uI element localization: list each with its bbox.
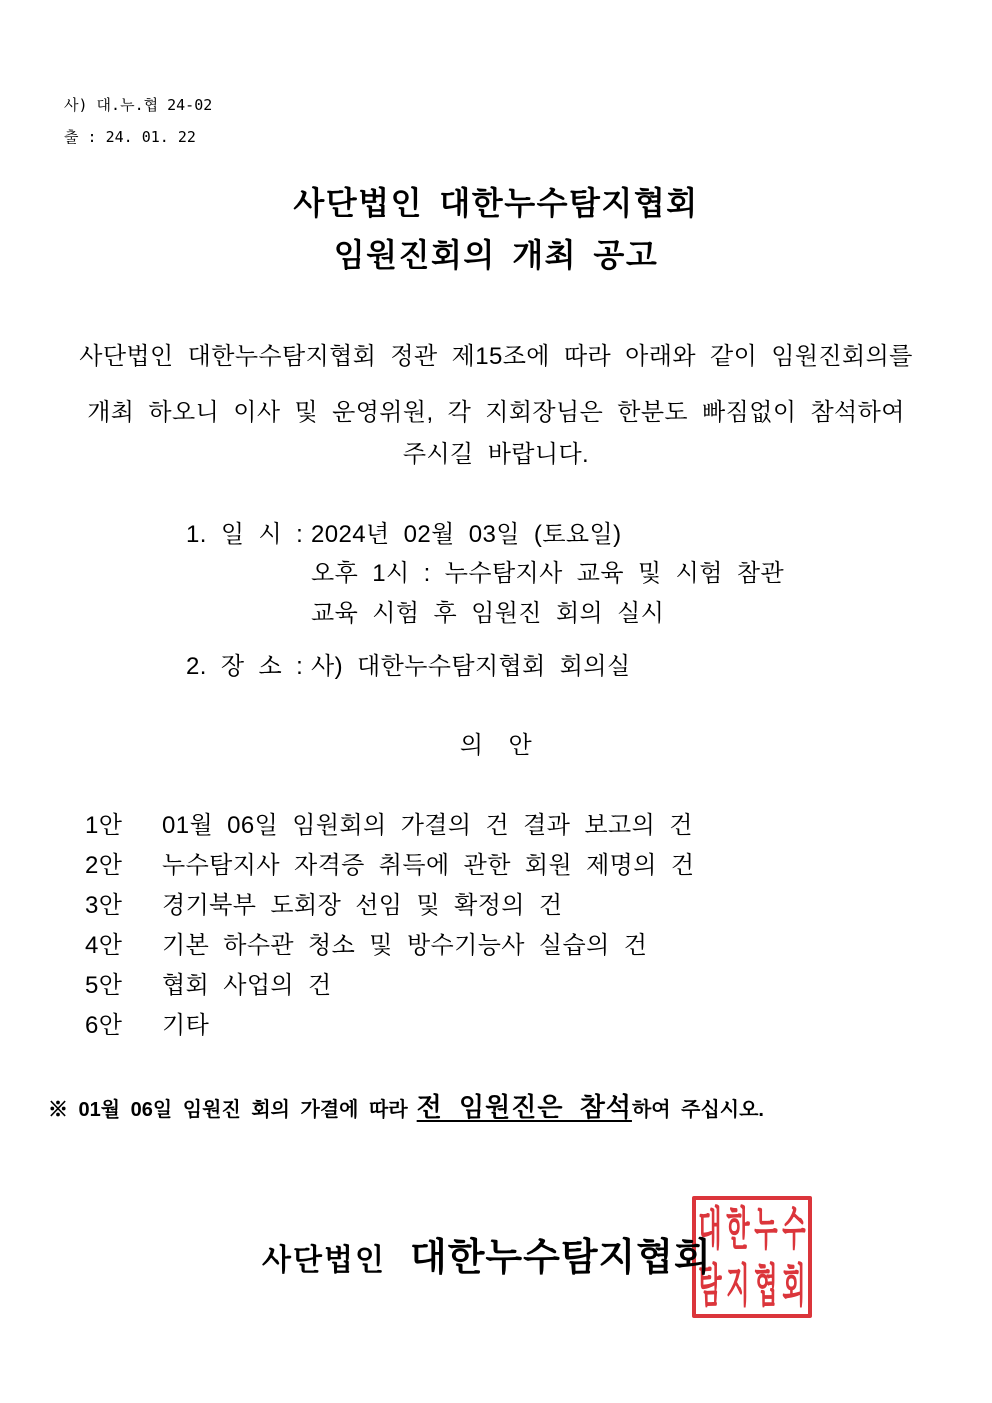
- schedule-label-datetime: 1. 일 시 :: [186, 521, 304, 548]
- issuer-signature: [262, 1226, 712, 1290]
- seal-character: 한: [726, 1201, 750, 1256]
- note-suffix: 하여 주십시오.: [631, 1099, 764, 1121]
- page-title-notice: 임원진회의 개최 공고: [333, 237, 659, 273]
- seal-character: 수: [782, 1201, 806, 1256]
- schedule-value: 오후 1시 : 누수탐지사 교육 및 시험 참관: [311, 560, 785, 587]
- seal-character: 회: [782, 1258, 806, 1313]
- agenda-item-number: 1안: [85, 812, 123, 839]
- issuer-name: 대한누수탐지협회: [410, 1237, 712, 1279]
- issuer-type: 사단법인: [262, 1244, 386, 1277]
- document-number: 사) 대.누.협 24-02: [64, 96, 213, 114]
- seal-character: 대: [698, 1201, 722, 1256]
- note-prefix: ※ 01월 06일 임원진 회의 가결에 따라: [48, 1099, 408, 1121]
- schedule-label-place: 2. 장 소 :: [186, 653, 304, 680]
- agenda-item-number: 2안: [85, 852, 123, 879]
- agenda-heading: 의 안: [459, 732, 533, 759]
- agenda-item-text: 누수탐지사 자격증 취득에 관한 회원 제명의 건: [162, 852, 695, 879]
- agenda-item-text: 01월 06일 임원회의 가결의 건 결과 보고의 건: [162, 812, 693, 839]
- agenda-item-number: 3안: [85, 892, 123, 919]
- agenda-item-number: 5안: [85, 972, 123, 999]
- agenda-item-text: 협회 사업의 건: [162, 972, 332, 999]
- intro-line: 개최 하오니 이사 및 운영위원, 각 지회장님은 한분도 빠짐없이 참석하여: [87, 399, 905, 426]
- official-seal: [692, 1196, 812, 1318]
- intro-line: 주시길 바랍니다.: [402, 441, 590, 468]
- schedule-value: 사) 대한누수탐지협회 회의실: [311, 653, 631, 680]
- agenda-item-number: 6안: [85, 1012, 123, 1039]
- issue-date: 출 : 24. 01. 22: [64, 128, 196, 146]
- page-title-organization: 사단법인 대한누수탐지협회: [293, 185, 699, 221]
- attendance-note: [48, 1087, 764, 1130]
- agenda-item-text: 경기북부 도회장 선임 및 확정의 건: [162, 892, 563, 919]
- seal-character: 협: [754, 1258, 778, 1313]
- seal-character: 탐: [698, 1258, 722, 1313]
- seal-character: 누: [754, 1201, 778, 1256]
- seal-character: 지: [726, 1258, 750, 1313]
- note-emphasis: 전 임원진은 참석: [416, 1092, 632, 1122]
- intro-line: 사단법인 대한누수탐지협회 정관 제15조에 따라 아래와 같이 임원진회의를: [79, 343, 913, 370]
- agenda-item-number: 4안: [85, 932, 123, 959]
- agenda-item-text: 기타: [162, 1012, 210, 1039]
- schedule-value: 교육 시험 후 임원진 회의 실시: [311, 600, 665, 627]
- schedule-value: 2024년 02월 03일 (토요일): [311, 521, 622, 548]
- agenda-item-text: 기본 하수관 청소 및 방수기능사 실습의 건: [162, 932, 648, 959]
